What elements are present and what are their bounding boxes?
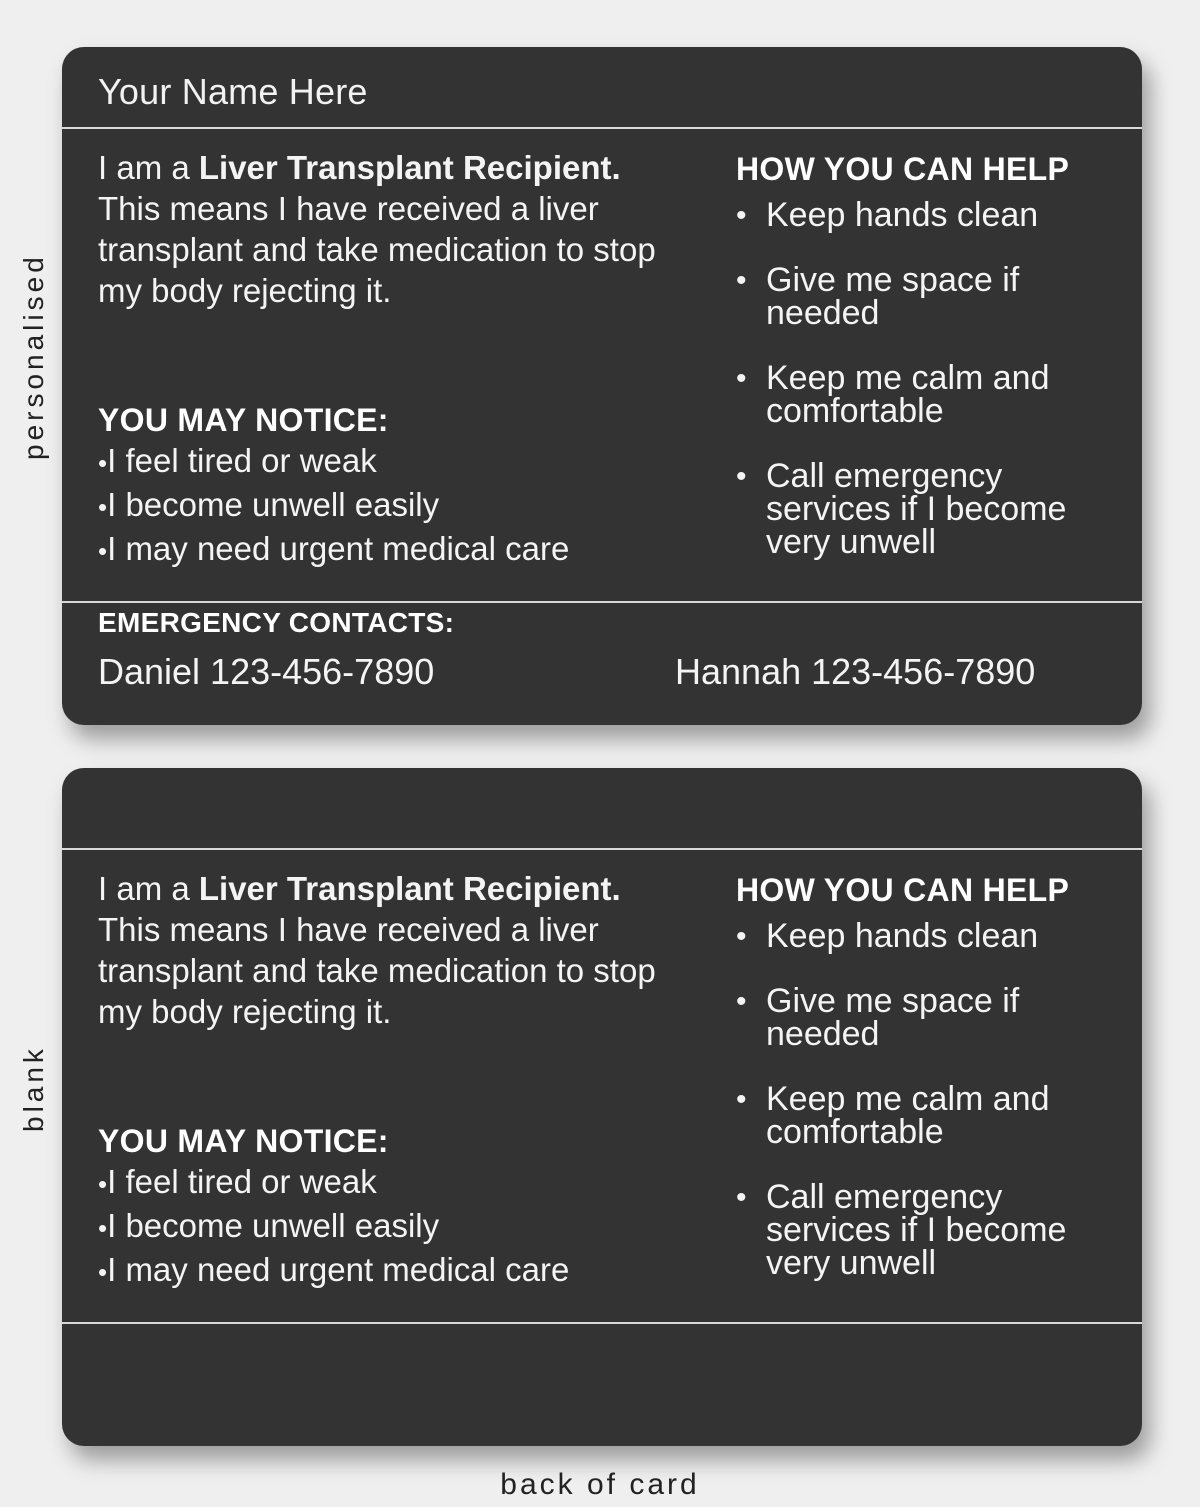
- list-item: • I become unwell easily: [98, 1205, 569, 1249]
- notice-list: [98, 440, 569, 572]
- notice-heading: YOU MAY NOTICE:: [98, 402, 389, 438]
- list-item: • Call emergency services if I become very unwell: [736, 460, 1116, 559]
- blank-card: [62, 768, 1142, 1446]
- divider: [62, 848, 1142, 850]
- list-item: • Keep hands clean: [736, 199, 1116, 232]
- list-item: • Give me space if needed: [736, 985, 1116, 1051]
- notice-heading: YOU MAY NOTICE:: [98, 1123, 389, 1159]
- personalised-card: [62, 47, 1142, 725]
- list-item: • I may need urgent medical care: [98, 528, 569, 572]
- intro-text: I am a Liver Transplant Recipient. This means I have received a liver transplant and take medication to stop my body rejecting it.: [98, 149, 656, 309]
- emergency-contact: Daniel 123-456-7890: [98, 651, 435, 692]
- list-item: • I feel tired or weak: [98, 440, 569, 484]
- help-list: [736, 196, 1116, 591]
- blank-label: blank: [18, 1045, 49, 1132]
- help-heading: HOW YOU CAN HELP: [736, 872, 1070, 908]
- list-item: • Keep me calm and comfortable: [736, 1083, 1116, 1149]
- list-item: • Call emergency services if I become very unwell: [736, 1181, 1116, 1280]
- intro-text: I am a Liver Transplant Recipient. This means I have received a liver transplant and take medication to stop my body rejecting it.: [98, 870, 656, 1030]
- divider: [62, 127, 1142, 129]
- list-item: • Keep me calm and comfortable: [736, 362, 1116, 428]
- list-item: • I feel tired or weak: [98, 1161, 569, 1205]
- list-item: • Give me space if needed: [736, 264, 1116, 330]
- emergency-contacts-heading: EMERGENCY CONTACTS:: [98, 607, 455, 638]
- notice-list: [98, 1161, 569, 1293]
- footer-caption: back of card: [500, 1468, 700, 1501]
- emergency-contact: Hannah 123-456-7890: [675, 651, 1036, 692]
- help-heading: HOW YOU CAN HELP: [736, 151, 1070, 187]
- list-item: • I become unwell easily: [98, 484, 569, 528]
- personalised-label: personalised: [18, 253, 49, 460]
- divider: [62, 1322, 1142, 1324]
- card-holder-name: Your Name Here: [98, 71, 368, 112]
- list-item: • Keep hands clean: [736, 920, 1116, 953]
- divider: [62, 601, 1142, 603]
- list-item: • I may need urgent medical care: [98, 1249, 569, 1293]
- help-list: [736, 917, 1116, 1312]
